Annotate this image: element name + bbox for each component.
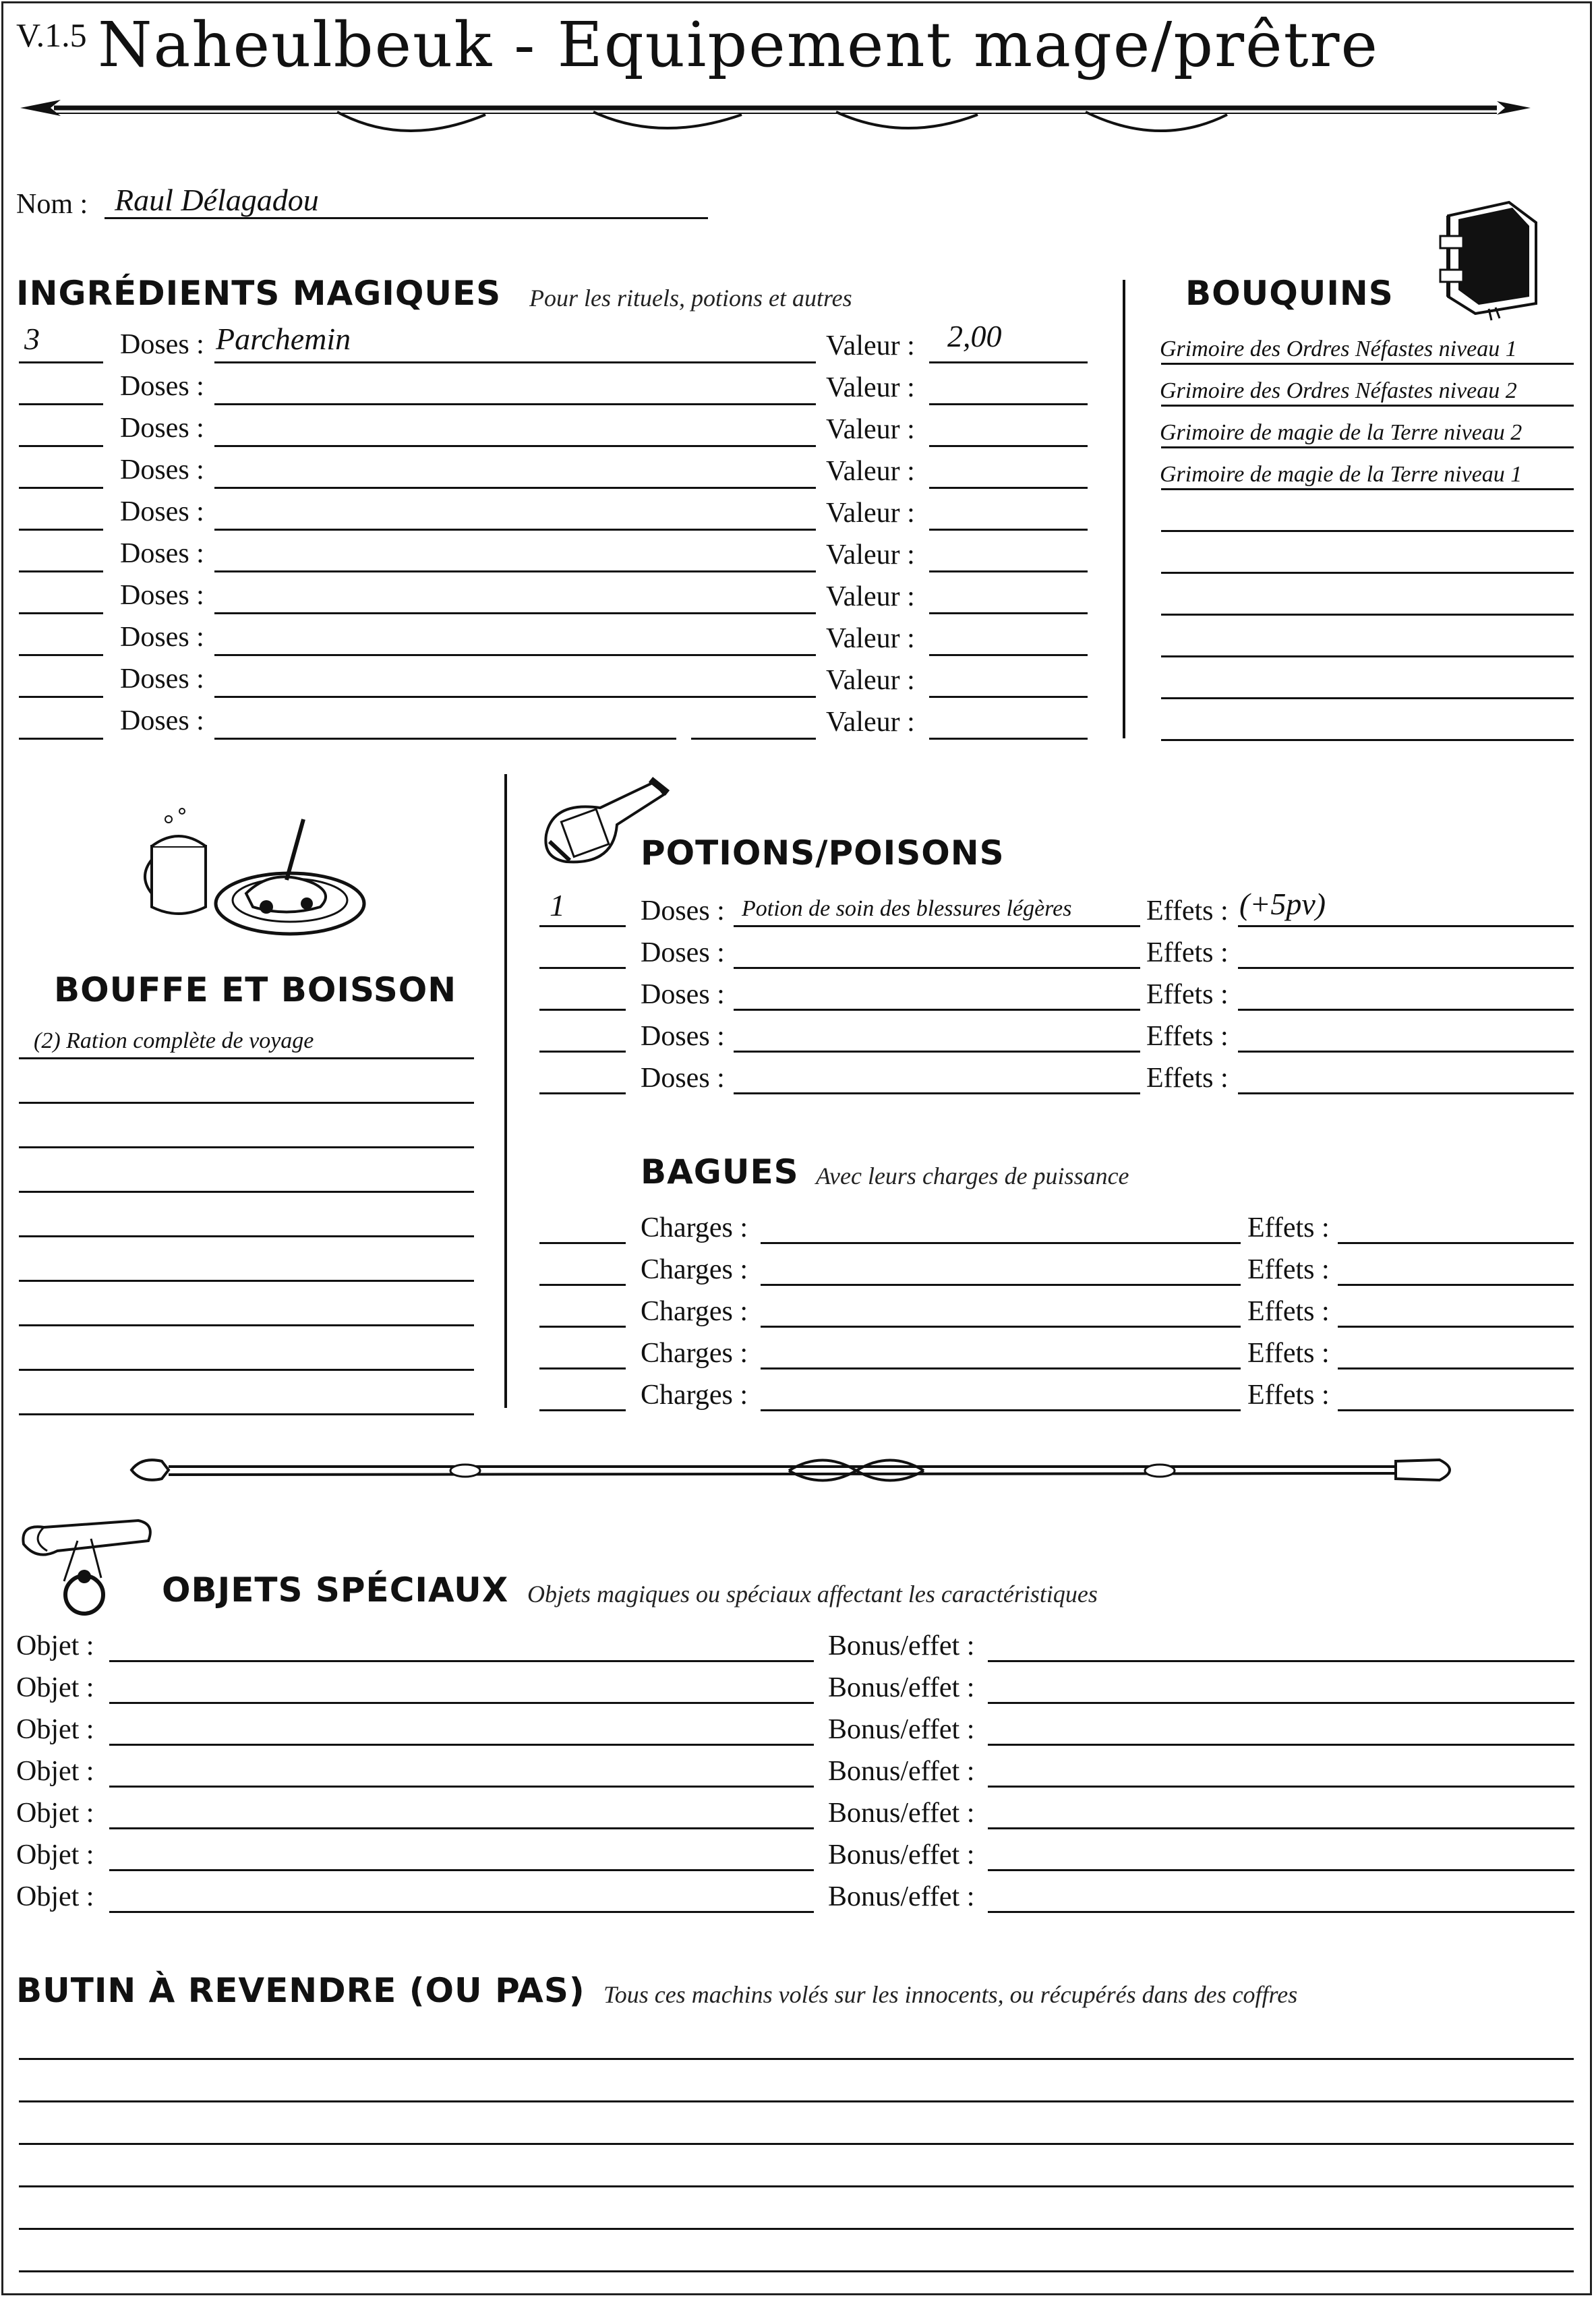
ring-charges-line bbox=[761, 1409, 1241, 1411]
special-bonus-label: Bonus/effet : bbox=[828, 1881, 975, 1912]
ring-charges-line bbox=[761, 1284, 1241, 1286]
book-icon bbox=[1435, 196, 1543, 317]
ingredient-doses-label: Doses : bbox=[120, 371, 204, 402]
ingredient-doses-label: Doses : bbox=[120, 538, 204, 569]
special-title: OBJETS SPÉCIAUX bbox=[162, 1570, 509, 1610]
ring-qty-line bbox=[539, 1326, 626, 1328]
potion-effects-label: Effets : bbox=[1146, 937, 1229, 968]
ingredient-value-label: Valeur : bbox=[826, 581, 915, 612]
book-line bbox=[1161, 739, 1574, 741]
potion-effect-line bbox=[1238, 925, 1574, 927]
version-label: V.1.5 bbox=[16, 16, 87, 54]
ring-qty-line bbox=[539, 1409, 626, 1411]
book-line bbox=[1161, 488, 1574, 490]
ring-qty-line bbox=[539, 1284, 626, 1286]
food-line bbox=[19, 1191, 474, 1193]
ingredient-value-line bbox=[929, 529, 1088, 531]
book-entry[interactable]: Grimoire des Ordres Néfastes niveau 2 bbox=[1160, 378, 1517, 403]
ring-effects-label: Effets : bbox=[1247, 1254, 1330, 1285]
book-line bbox=[1161, 405, 1574, 407]
book-line bbox=[1161, 614, 1574, 616]
potion-effect-line bbox=[1238, 1009, 1574, 1011]
ingredient-doses-label: Doses : bbox=[120, 454, 204, 485]
ingredient-qty-line bbox=[19, 696, 103, 698]
special-bonus-label: Bonus/effet : bbox=[828, 1798, 975, 1829]
ingredient-doses-label: Doses : bbox=[120, 664, 204, 695]
ingredient-value-line bbox=[929, 487, 1088, 489]
ring-charges-label: Charges : bbox=[641, 1212, 748, 1243]
ingredient-value-line bbox=[929, 696, 1088, 698]
food-line bbox=[19, 1280, 474, 1282]
potion-doses-label: Doses : bbox=[641, 979, 725, 1010]
book-line bbox=[1161, 655, 1574, 657]
ingredient-value[interactable]: 2,00 bbox=[947, 319, 1002, 353]
ring-qty-line bbox=[539, 1242, 626, 1244]
ingredient-name[interactable]: Parchemin bbox=[216, 322, 351, 356]
ingredient-value-label: Valeur : bbox=[826, 414, 915, 445]
food-line bbox=[19, 1146, 474, 1148]
food-line bbox=[19, 1369, 474, 1371]
ingredient-qty-line bbox=[19, 403, 103, 405]
food-line bbox=[19, 1324, 474, 1326]
potion-qty[interactable]: 1 bbox=[550, 888, 565, 922]
rings-title: BAGUES bbox=[641, 1152, 799, 1191]
potion-name[interactable]: Potion de soin des blessures légères bbox=[742, 896, 1072, 921]
loot-subtitle: Tous ces machins volés sur les innocents, ou récupérés dans des coffres bbox=[603, 1981, 1298, 2008]
rings-subtitle: Avec leurs charges de puissance bbox=[816, 1162, 1129, 1189]
special-bonus-line bbox=[988, 1702, 1574, 1704]
food-title: BOUFFE ET BOISSON bbox=[54, 970, 457, 1009]
ring-effect-line bbox=[1338, 1326, 1574, 1328]
special-object-label: Objet : bbox=[16, 1839, 94, 1870]
special-bonus-label: Bonus/effet : bbox=[828, 1630, 975, 1661]
book-entry[interactable]: Grimoire de magie de la Terre niveau 1 bbox=[1160, 462, 1523, 487]
potion-effect-line bbox=[1238, 1092, 1574, 1094]
ring-charges-line bbox=[761, 1242, 1241, 1244]
special-object-label: Objet : bbox=[16, 1630, 94, 1661]
ingredient-qty-line bbox=[19, 445, 103, 447]
special-bonus-line bbox=[988, 1827, 1574, 1829]
ring-effects-label: Effets : bbox=[1247, 1380, 1330, 1411]
food-line bbox=[19, 1235, 474, 1237]
scroll-ring-icon bbox=[17, 1510, 158, 1618]
ring-charges-label: Charges : bbox=[641, 1254, 748, 1285]
name-field-line bbox=[105, 217, 708, 219]
ring-effects-label: Effets : bbox=[1247, 1338, 1330, 1369]
potion-effect-line bbox=[1238, 1051, 1574, 1053]
potion-effect[interactable]: (+5pv) bbox=[1239, 887, 1326, 921]
ingredient-value-label: Valeur : bbox=[826, 372, 915, 403]
spear-divider-icon bbox=[13, 88, 1537, 148]
ring-charges-label: Charges : bbox=[641, 1296, 748, 1327]
potion-qty-line bbox=[539, 967, 626, 969]
book-line bbox=[1161, 530, 1574, 532]
ingredient-name-line bbox=[214, 529, 816, 531]
ring-charges-line bbox=[761, 1326, 1241, 1328]
loot-line bbox=[19, 2143, 1574, 2145]
ring-charges-line bbox=[761, 1367, 1241, 1369]
ingredient-name-line bbox=[214, 403, 816, 405]
ingredient-doses-label: Doses : bbox=[120, 622, 204, 653]
book-line bbox=[1161, 572, 1574, 574]
special-bonus-label: Bonus/effet : bbox=[828, 1672, 975, 1703]
special-subtitle: Objets magiques ou spéciaux affectant les caractéristiques bbox=[527, 1581, 1098, 1608]
ingredient-name-line bbox=[214, 361, 816, 363]
potion-qty-line bbox=[539, 1009, 626, 1011]
food-line bbox=[19, 1102, 474, 1104]
ingredient-name-line bbox=[214, 487, 816, 489]
special-bonus-line bbox=[988, 1869, 1574, 1871]
special-object-line bbox=[109, 1827, 814, 1829]
special-object-line bbox=[109, 1744, 814, 1746]
potion-doses-label: Doses : bbox=[641, 1063, 725, 1094]
food-entry[interactable]: (2) Ration complète de voyage bbox=[34, 1028, 314, 1053]
ingredient-value-label: Valeur : bbox=[826, 330, 915, 361]
ingredient-qty-line bbox=[19, 612, 103, 614]
book-line bbox=[1161, 697, 1574, 699]
book-entry[interactable]: Grimoire de magie de la Terre niveau 2 bbox=[1160, 420, 1523, 445]
staff-divider-icon bbox=[128, 1446, 1463, 1494]
loot-line bbox=[19, 2100, 1574, 2102]
special-bonus-label: Bonus/effet : bbox=[828, 1756, 975, 1787]
ingredient-doses-label: Doses : bbox=[120, 580, 204, 611]
ingredient-doses-label: Doses : bbox=[120, 496, 204, 527]
name-label: Nom : bbox=[16, 189, 88, 220]
potion-name-line bbox=[734, 1009, 1140, 1011]
ingredient-name-line bbox=[214, 738, 676, 740]
potion-effect-line bbox=[1238, 967, 1574, 969]
ingredient-qty-line bbox=[19, 529, 103, 531]
special-object-line bbox=[109, 1660, 814, 1662]
book-line bbox=[1161, 363, 1574, 365]
ingredients-title: INGRÉDIENTS MAGIQUES bbox=[16, 274, 502, 313]
food-line bbox=[19, 1057, 474, 1059]
ingredient-value-line bbox=[929, 570, 1088, 572]
potion-qty-line bbox=[539, 1051, 626, 1053]
special-bonus-line bbox=[988, 1744, 1574, 1746]
ring-charges-label: Charges : bbox=[641, 1380, 748, 1411]
ingredient-name-line bbox=[214, 696, 816, 698]
special-object-label: Objet : bbox=[16, 1714, 94, 1745]
potion-effects-label: Effets : bbox=[1146, 895, 1229, 926]
special-object-line bbox=[109, 1786, 814, 1788]
ring-effect-line bbox=[1338, 1409, 1574, 1411]
ingredient-name-line bbox=[214, 570, 816, 572]
ingredient-value-line bbox=[929, 361, 1088, 363]
ingredient-value-line bbox=[929, 445, 1088, 447]
potion-name-line bbox=[734, 967, 1140, 969]
ingredient-qty-line bbox=[19, 738, 103, 740]
ingredient-qty-line bbox=[19, 487, 103, 489]
special-object-label: Objet : bbox=[16, 1881, 94, 1912]
ingredient-value-label: Valeur : bbox=[826, 707, 915, 738]
ring-effect-line bbox=[1338, 1367, 1574, 1369]
ingredient-value-label: Valeur : bbox=[826, 456, 915, 487]
potion-qty-line bbox=[539, 925, 626, 927]
potion-doses-label: Doses : bbox=[641, 937, 725, 968]
food-icon bbox=[138, 806, 367, 941]
ingredient-doses-label: Doses : bbox=[120, 413, 204, 444]
ring-effect-line bbox=[1338, 1284, 1574, 1286]
ingredient-value-line bbox=[929, 738, 1088, 740]
special-bonus-line bbox=[988, 1786, 1574, 1788]
book-line bbox=[1161, 446, 1574, 448]
loot-title: BUTIN À REVENDRE (OU PAS) bbox=[16, 1971, 585, 2010]
special-bonus-line bbox=[988, 1660, 1574, 1662]
potion-effects-label: Effets : bbox=[1146, 1063, 1229, 1094]
special-object-line bbox=[109, 1911, 814, 1913]
ingredient-doses-label: Doses : bbox=[120, 329, 204, 360]
ring-effects-label: Effets : bbox=[1247, 1212, 1330, 1243]
ring-effects-label: Effets : bbox=[1247, 1296, 1330, 1327]
potion-name-line bbox=[734, 925, 1140, 927]
special-object-line bbox=[109, 1869, 814, 1871]
ingredient-value-label: Valeur : bbox=[826, 623, 915, 654]
potion-name-line bbox=[734, 1092, 1140, 1094]
loot-line bbox=[19, 2270, 1574, 2272]
loot-line bbox=[19, 2185, 1574, 2187]
potions-title: POTIONS/POISONS bbox=[641, 833, 1005, 873]
special-bonus-line bbox=[988, 1911, 1574, 1913]
books-title: BOUQUINS bbox=[1185, 274, 1394, 313]
ingredient-name-line bbox=[214, 612, 816, 614]
ingredient-value-line bbox=[929, 654, 1088, 656]
ingredient-value-label: Valeur : bbox=[826, 498, 915, 529]
page-title: Naheulbeuk - Equipement mage/prêtre bbox=[98, 9, 1379, 81]
ingredient-qty-line bbox=[19, 654, 103, 656]
ingredients-books-divider bbox=[1123, 280, 1125, 738]
ring-qty-line bbox=[539, 1367, 626, 1369]
ingredient-qty-line bbox=[19, 570, 103, 572]
ingredient-value-line bbox=[929, 612, 1088, 614]
ring-charges-label: Charges : bbox=[641, 1338, 748, 1369]
ingredient-doses-label: Doses : bbox=[120, 705, 204, 736]
potion-qty-line bbox=[539, 1092, 626, 1094]
food-potions-divider bbox=[504, 774, 507, 1408]
book-entry[interactable]: Grimoire des Ordres Néfastes niveau 1 bbox=[1160, 336, 1517, 361]
loot-line bbox=[19, 2228, 1574, 2230]
ring-effect-line bbox=[1338, 1242, 1574, 1244]
potion-doses-label: Doses : bbox=[641, 1021, 725, 1052]
potion-name-line bbox=[734, 1051, 1140, 1053]
ingredient-value-label: Valeur : bbox=[826, 539, 915, 570]
potion-doses-label: Doses : bbox=[641, 895, 725, 926]
potion-effects-label: Effets : bbox=[1146, 1021, 1229, 1052]
loot-line bbox=[19, 2058, 1574, 2060]
ingredient-value-label: Valeur : bbox=[826, 665, 915, 696]
ingredient-qty-line bbox=[19, 361, 103, 363]
food-line bbox=[19, 1413, 474, 1415]
ingredient-value-line bbox=[929, 403, 1088, 405]
special-object-line bbox=[109, 1702, 814, 1704]
special-bonus-label: Bonus/effet : bbox=[828, 1714, 975, 1745]
ingredient-qty[interactable]: 3 bbox=[24, 322, 40, 356]
ingredient-name-line bbox=[214, 654, 816, 656]
potion-effects-label: Effets : bbox=[1146, 979, 1229, 1010]
special-bonus-label: Bonus/effet : bbox=[828, 1839, 975, 1870]
ingredient-name-line bbox=[214, 445, 816, 447]
name-value[interactable]: Raul Délagadou bbox=[115, 183, 319, 217]
ingredient-extra-line bbox=[691, 738, 816, 740]
special-object-label: Objet : bbox=[16, 1672, 94, 1703]
special-object-label: Objet : bbox=[16, 1798, 94, 1829]
special-object-label: Objet : bbox=[16, 1756, 94, 1787]
ingredients-subtitle: Pour les rituels, potions et autres bbox=[529, 285, 852, 312]
